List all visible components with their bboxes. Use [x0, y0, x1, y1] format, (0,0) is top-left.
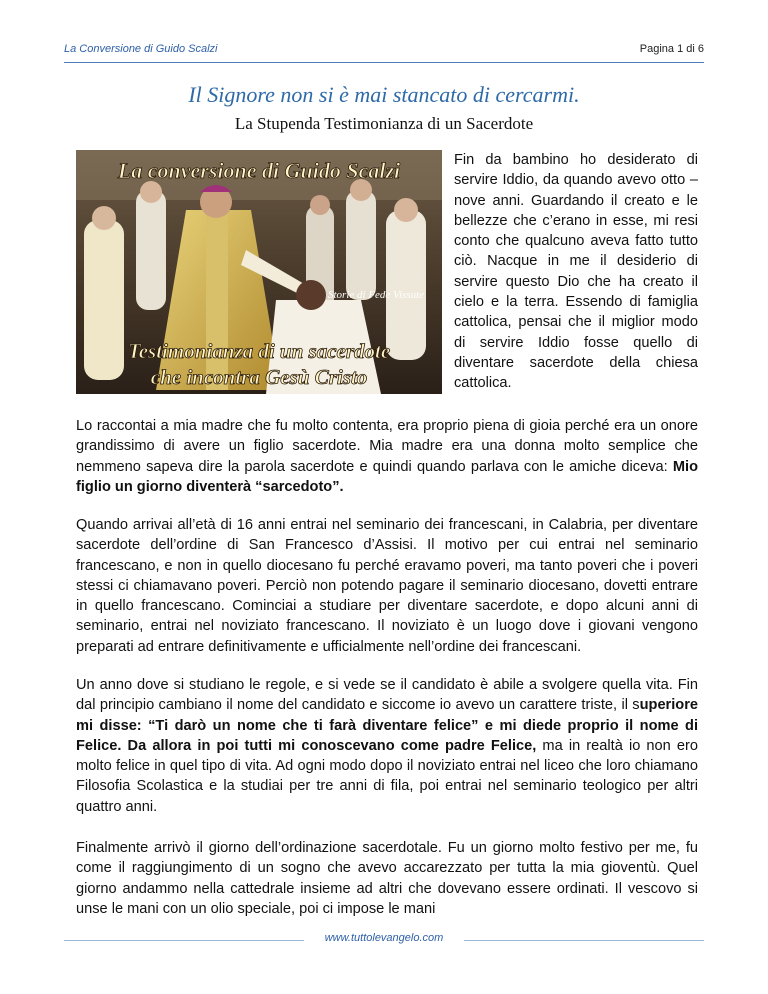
paragraph-mother-quote: Mio figlio un giorno diventerà “sarcedoto”. — [76, 458, 698, 495]
photo-bottom-caption-2: che incontra Gesù Cristo — [150, 365, 368, 389]
paragraph-ordination: Finalmente arrivò il giorno dell’ordinazione sacerdotale. Fu un giorno molto festivo per me, fu come il raggiungimento di un sogno che avevo accarezzato per tutta la mia gioventù. Quel giorno andammo nella cattedrale insieme ad altri che dovevano essere ordinati. Il vescovo si unse le mani con un olio speciale, poi ci impose le mani — [76, 840, 698, 917]
ordination-photo-drawing — [76, 150, 442, 394]
document-title: Il Signore non si è mai stancato di cercarmi. — [188, 82, 580, 107]
footer-rule-right — [464, 940, 704, 941]
header-page-number: Pagina 1 di 6 — [639, 43, 704, 55]
paragraph-mother-text: Lo raccontai a mia madre che fu molto contenta, era proprio piena di gioia perché era un onore grandissimo di avere un figlio sacerdote. Mia madre era una donna molto semplice che nemmeno sapeva dire la parola sacerdote e quindi quando parlava con le amiche diceva: — [76, 418, 698, 475]
page-footer — [64, 930, 704, 950]
footer-website-link[interactable]: www.tuttolevangelo.com — [324, 932, 444, 944]
paragraph-novitiate — [76, 675, 698, 817]
photo-top-caption: La conversione di Guido Scalzi — [117, 158, 401, 183]
header-document-title: La Conversione di Guido Scalzi — [64, 43, 218, 55]
photo-side-caption: Storie di Fede Vissute — [327, 289, 425, 301]
paragraph-novitiate-text-a: Un anno dove si studiano le regole, e si vede se il candidato è abile a svolgere quella vita. Fin dal principio cambiano il nome del candidato e siccome io avevo un carattere triste, il s — [76, 677, 698, 714]
ordination-photo — [76, 150, 442, 394]
paragraph-seminary: Quando arrivai all’età di 16 anni entrai nel seminario dei francescani, in Calabria, per diventare sacerdote dell’ordine di San Francesco d’Assisi. Il motivo per cui entrai nel seminario francescano, e non in quello diocesano fu perché eravamo poveri, ma tanto poveri che i poveri stessi ci chiamavano poveri. Perciò non potendo pagare il seminario diocesano, dovetti entrare in quello francescano. Cominciai a studiare per diventare sacerdote, e dopo alcuni anni di seminario, entrai nel noviziato francescano. Il noviziato è un luogo dove i giovani vengono preparati ad entrare definitivamente e ufficialmente nell’ordine dei francescani. — [76, 517, 698, 655]
paragraph-mother — [76, 416, 698, 497]
paragraph-intro: Fin da bambino ho desiderato di servire Iddio, da quando avevo otto – nove anni. Guardando il creato e le bellezze che c’erano in esse, mi resi conto che qualcuno aveva fatto tutto ciò. Nacque in me il desiderio di servire questo Dio che ha creato il cielo e la terra. Essendo di famiglia cattolica, pensai che il miglior modo di servire Iddio fosse quello di diventare sacerdote della chiesa cattolica. — [454, 152, 698, 392]
paragraph-novitiate-bold: uperiore mi disse: “Ti darò un nome che ti farà diventare felice” e mi diede proprio il nome di Felice. Da allora in poi tutti mi conoscevano come padre Felice, — [76, 697, 698, 754]
paragraph-novitiate-text-b: ma in realtà io non ero molto felice in quel tipo di vita. Ad ogni modo dopo il noviziato entrai nel liceo che loro chiamano Filosofia Scolastica e la studiai per tre anni di fila, poi entrai nel seminario teologico per altri quattro anni. — [76, 737, 699, 815]
photo-bottom-caption-1: Testimonianza di un sacerdote — [127, 339, 391, 363]
page-header — [64, 40, 704, 63]
document-subtitle: La Stupenda Testimonianza di un Sacerdote — [234, 114, 534, 133]
